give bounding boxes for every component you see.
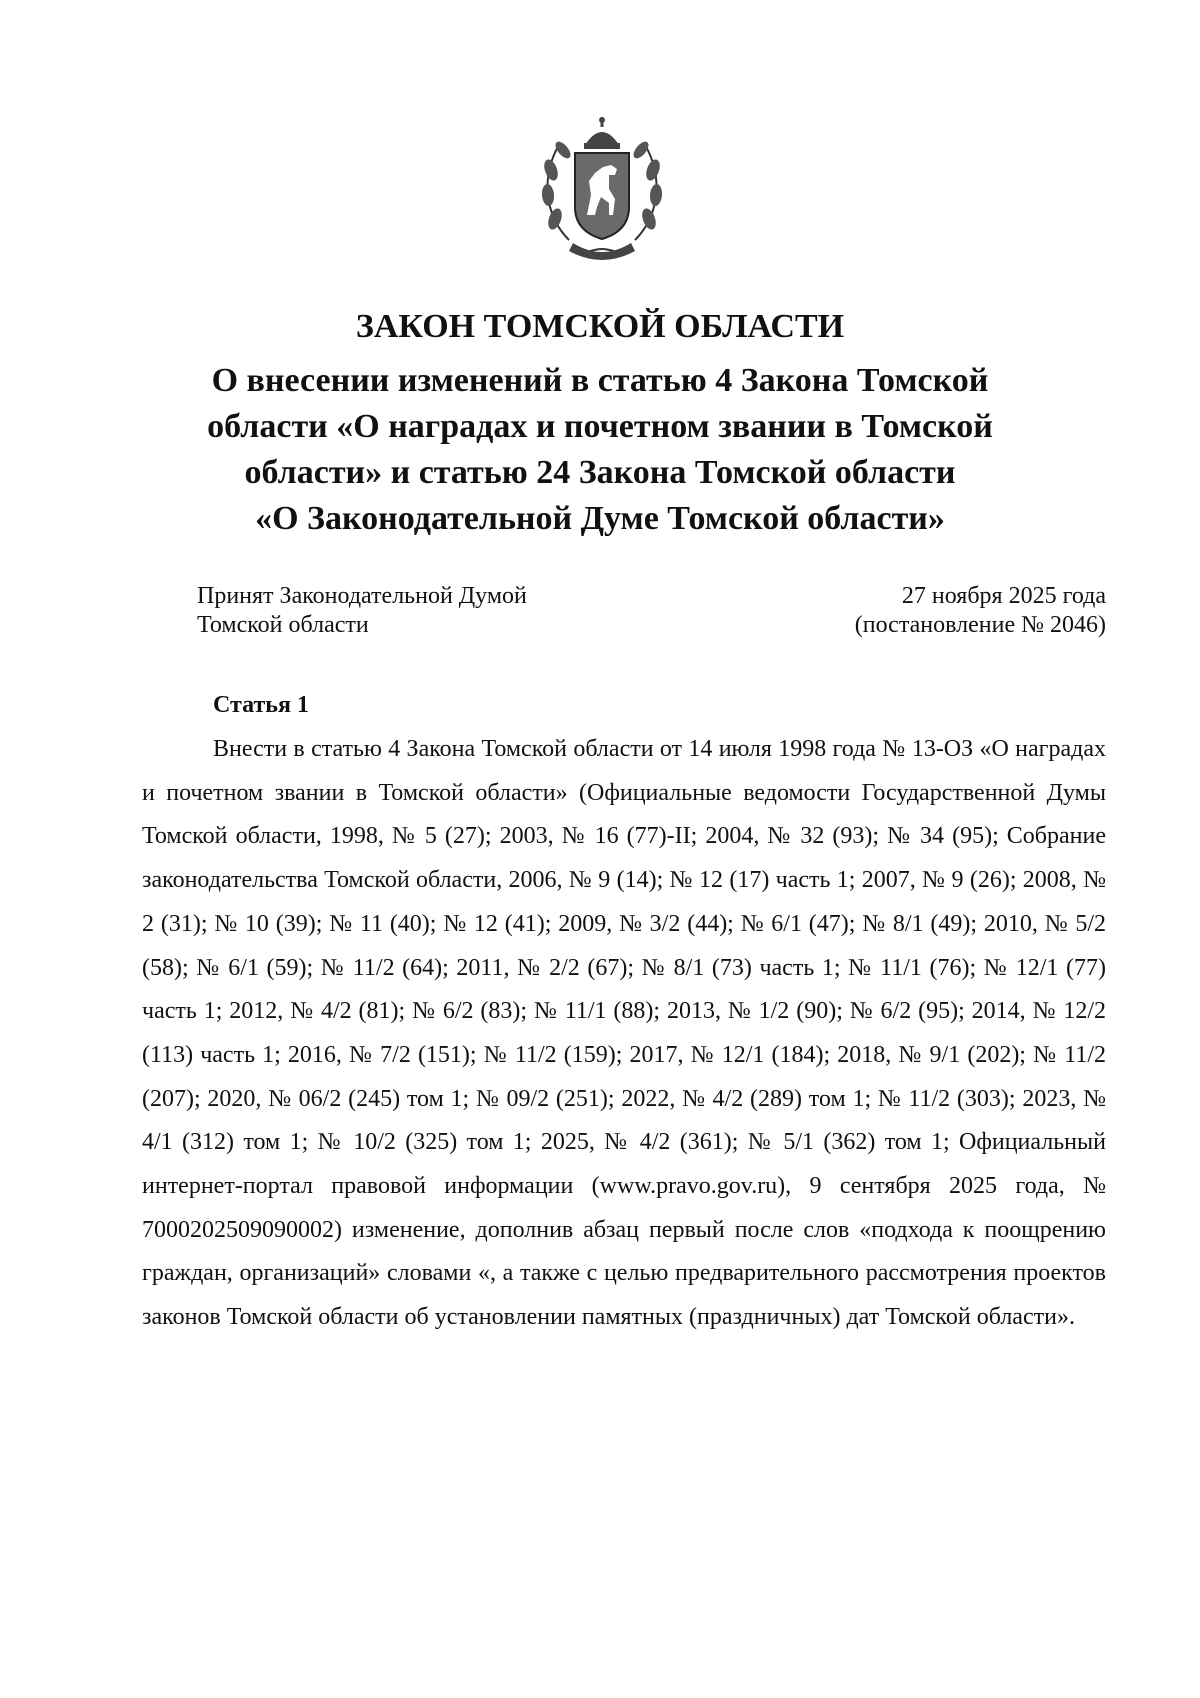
resolution-number: (постановление № 2046)	[854, 612, 1106, 638]
law-subject-line-3: области» и статью 24 Закона Томской области	[244, 454, 956, 491]
adoption-date-line: 27 ноября 2025 года	[901, 583, 1106, 609]
document-title: ЗАКОН ТОМСКОЙ ОБЛАСТИ	[355, 308, 845, 345]
article-1-text: Внести в статью 4 Закона Томской области от 14 июля 1998 года № 13-ОЗ «О наградах и почетном звании в Томской области» (Официальные ведомости Государственной Думы Томской области, 1998, № 5 (27); 2003, № 16 (77)-II; 2004, № 32 (93); № 34 (95); Собрание законодательства Томской области, 2006, № 9 (14); № 12 (17) часть 1; 2007, № 9 (26); 2008, № 2 (31); № 10 (39); № 11 (40); № 12 (41); 2009, № 3/2 (44); № 6/1 (47); № 8/1 (49); 2010, № 5/2 (58); № 6/1 (59); № 11/2 (64); 2011, № 2/2 (67); № 8/1 (73) часть 1; № 11/1 (76); № 12/1 (77) часть 1; 2012, № 4/2 (81); № 6/2 (83); № 11/1 (88); 2013, № 1/2 (90); № 6/2 (95); 2014, № 12/2 (113) часть 1; 2016, № 7/2 (151); № 11/2 (159); 2017, № 12/1 (184); 2018, № 9/1 (202); № 11/2 (207); 2020, № 06/2 (245) том 1; № 09/2 (251); 2022, № 4/2 (289) том 1; № 11/2 (303); 2023, № 4/1 (312) том 1; № 10/2 (325) том 1; 2025, № 4/2 (361); № 5/1 (362) том 1; Официальный интернет-портал правовой информации (www.pravo.gov.ru), 9 сентября 2025 года, № 7000202509090002) изменение, дополнив абзац первый после слов «подхода к поощрению граждан, организаций» словами «, а также с целью предварительного рассмотрения проектов законов Томской области об установлении памятных (праздничных) дат Томской области».	[142, 736, 1106, 1331]
law-subject-line-2: области «О наградах и почетном звании в Томской	[207, 408, 993, 445]
coat-of-arms-icon	[539, 115, 665, 265]
law-subject-line-1: О внесении изменений в статью 4 Закона Томской	[211, 362, 989, 399]
adoption-body	[197, 582, 527, 640]
law-subject-line-4: «О Законодательной Думе Томской области»	[255, 500, 945, 537]
adoption-body-line-2: Томской области	[197, 612, 369, 638]
adoption-body-line-1: Принят Законодательной Думой	[197, 583, 527, 609]
article-1-heading: Статья 1	[213, 692, 309, 718]
adoption-date	[855, 582, 1106, 640]
